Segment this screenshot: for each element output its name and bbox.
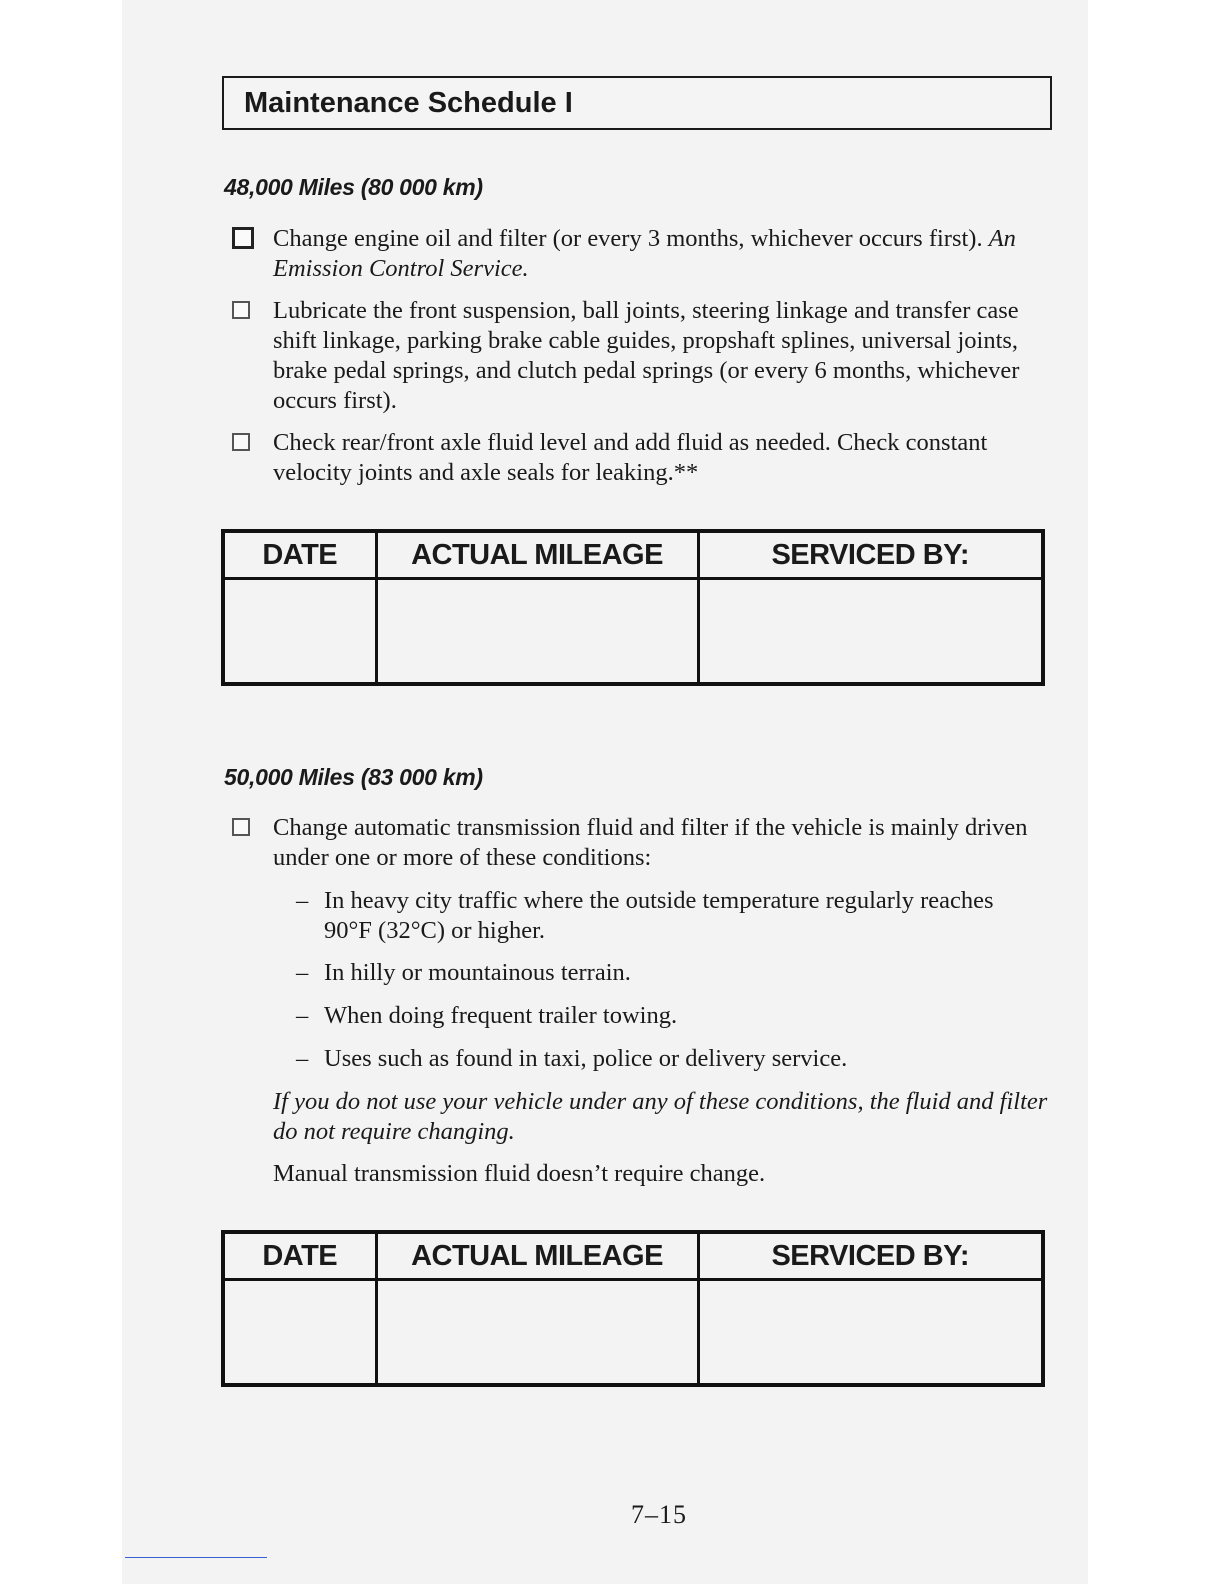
checkbox[interactable] bbox=[232, 301, 250, 319]
actual-mileage-cell[interactable] bbox=[376, 579, 698, 685]
condition-text: In hilly or mountainous terrain. bbox=[324, 959, 631, 986]
date-header: DATE bbox=[223, 531, 376, 579]
service-log-table-50000 bbox=[221, 1230, 1045, 1387]
condition-item bbox=[296, 958, 1016, 988]
condition-text: Uses such as found in taxi, police or delivery service. bbox=[324, 1045, 848, 1072]
table-row bbox=[223, 579, 1043, 685]
table-header-row bbox=[223, 1232, 1043, 1280]
item-text: Change engine oil and filter (or every 3 months, whichever occurs first). An Emission Control Service. bbox=[273, 225, 1016, 282]
dash-bullet: – bbox=[296, 1002, 309, 1029]
table-header-row bbox=[223, 531, 1043, 579]
serviced-by-header: SERVICED BY: bbox=[698, 1232, 1043, 1280]
actual-mileage-cell[interactable] bbox=[376, 1280, 698, 1386]
item-text: Change automatic transmission fluid and filter if the vehicle is mainly driven under one or more of these conditions: bbox=[273, 814, 1028, 871]
serviced-by-cell[interactable] bbox=[698, 1280, 1043, 1386]
dash-bullet: – bbox=[296, 887, 309, 914]
checklist-item-oil-change bbox=[232, 224, 1052, 284]
date-cell[interactable] bbox=[223, 1280, 376, 1386]
checkbox[interactable] bbox=[232, 227, 254, 249]
item-text: Lubricate the front suspension, ball joints, steering linkage and transfer case shift linkage, parking brake cable guides, propshaft splines, universal joints, brake pedal springs, and clutch pedal springs (or every 6 months, whichever occurs first). bbox=[273, 297, 1020, 414]
section-heading-50000: 50,000 Miles (83 000 km) bbox=[224, 764, 483, 790]
service-log-table-48000 bbox=[221, 529, 1045, 686]
serviced-by-cell[interactable] bbox=[698, 579, 1043, 685]
condition-item bbox=[296, 1044, 1016, 1074]
emission-note: An Emission Control Service. bbox=[273, 225, 1016, 282]
actual-mileage-header: ACTUAL MILEAGE bbox=[376, 531, 698, 579]
date-cell[interactable] bbox=[223, 579, 376, 685]
checkbox[interactable] bbox=[232, 818, 250, 836]
checklist-item-transmission-fluid bbox=[232, 813, 1052, 873]
item-text: Check rear/front axle fluid level and add fluid as needed. Check constant velocity joints and axle seals for leaking.** bbox=[273, 429, 988, 486]
date-header: DATE bbox=[223, 1232, 376, 1280]
section-heading-48000: 48,000 Miles (80 000 km) bbox=[224, 174, 483, 200]
actual-mileage-header: ACTUAL MILEAGE bbox=[376, 1232, 698, 1280]
manual-transmission-note: Manual transmission fluid doesn’t require change. bbox=[273, 1160, 766, 1187]
condition-item bbox=[296, 886, 1016, 946]
table-row bbox=[223, 1280, 1043, 1386]
conditions-italic-note: If you do not use your vehicle under any of these conditions, the fluid and filter do not require changing. bbox=[273, 1088, 1048, 1145]
condition-text: When doing frequent trailer towing. bbox=[324, 1002, 678, 1029]
checklist-item-lubricate bbox=[232, 296, 1052, 416]
dash-bullet: – bbox=[296, 959, 309, 986]
serviced-by-header: SERVICED BY: bbox=[698, 531, 1043, 579]
checkbox[interactable] bbox=[232, 433, 250, 451]
link-underline bbox=[125, 1557, 267, 1558]
page-title: Maintenance Schedule I bbox=[222, 76, 1052, 130]
condition-item bbox=[296, 1001, 1016, 1031]
page-number: 7–15 bbox=[631, 1500, 687, 1529]
checklist-item-axle-fluid bbox=[232, 428, 1052, 488]
condition-text: In heavy city traffic where the outside temperature regularly reaches 90°F (32°C) or higher. bbox=[324, 887, 994, 944]
dash-bullet: – bbox=[296, 1045, 309, 1072]
